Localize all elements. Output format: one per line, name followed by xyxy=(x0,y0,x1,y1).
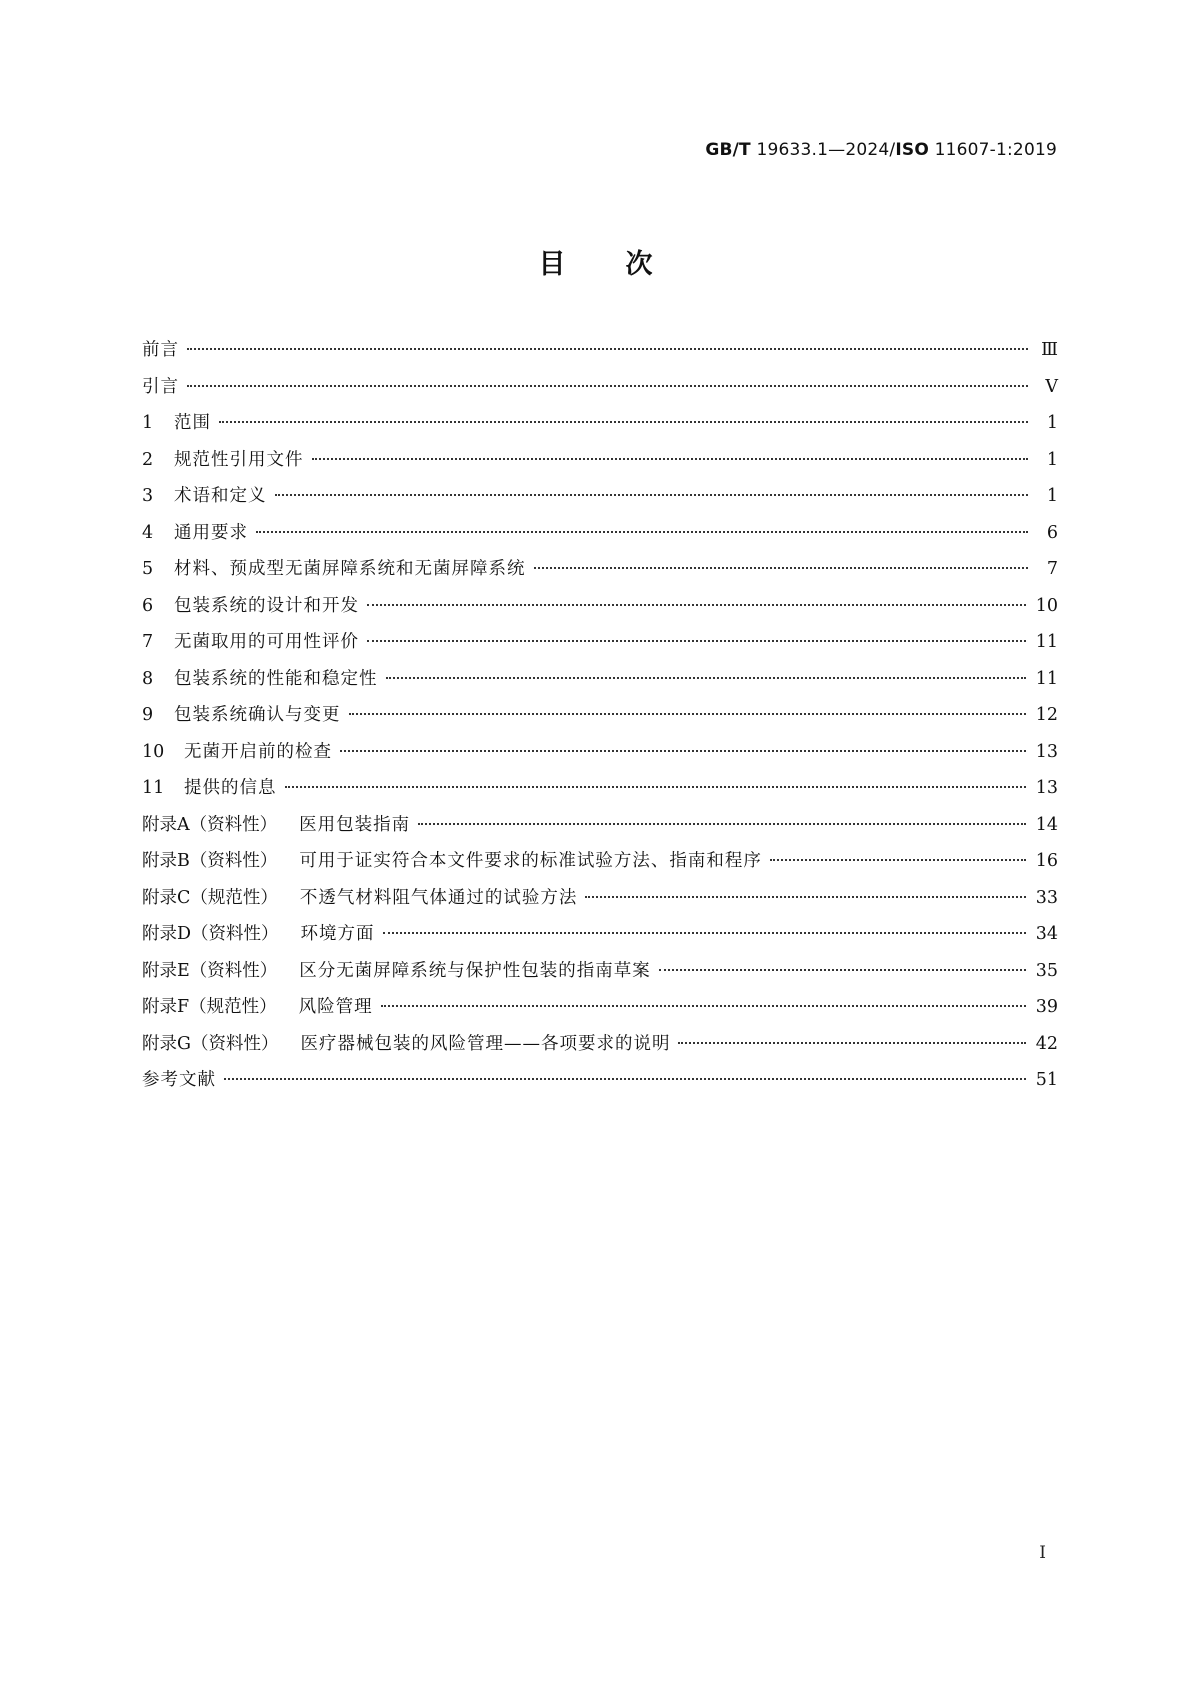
toc-entry-information[interactable] xyxy=(142,777,1058,814)
toc-entry-annex-e[interactable] xyxy=(142,960,1058,997)
toc-entry-page: 7 xyxy=(1046,559,1058,579)
toc-entry-label: 通用要求 xyxy=(174,522,248,543)
gb-number: 19633.1—2024/ xyxy=(756,140,896,160)
dot-leader xyxy=(585,896,1025,898)
toc-entry-page: 12 xyxy=(1035,705,1058,725)
dot-leader xyxy=(224,1078,1026,1080)
dot-leader xyxy=(285,786,1026,788)
toc-entry-page: 35 xyxy=(1035,960,1058,981)
gb-prefix: GB/T xyxy=(705,140,751,160)
toc-entry-page: 11 xyxy=(1035,668,1058,689)
toc-entry-annex-a[interactable] xyxy=(142,814,1058,851)
toc-entry-usability[interactable] xyxy=(142,631,1058,668)
toc-entry-number: 9 xyxy=(142,705,154,725)
dot-leader xyxy=(534,567,1029,569)
toc-entry-foreword[interactable] xyxy=(142,339,1058,376)
dot-leader xyxy=(381,1005,1026,1007)
toc-entry-annex-b[interactable] xyxy=(142,850,1058,887)
toc-entry-label: 范围 xyxy=(174,413,211,433)
dot-leader xyxy=(256,531,1028,533)
toc-entry-annex-g[interactable] xyxy=(142,1033,1058,1070)
toc-entry-number: 10 xyxy=(142,741,165,762)
toc-entry-materials[interactable] xyxy=(142,558,1058,595)
dot-leader xyxy=(659,969,1026,971)
toc-entry-label: 包装系统的性能和稳定性 xyxy=(174,668,378,689)
toc-entry-label: 材料、预成型无菌屏障系统和无菌屏障系统 xyxy=(174,559,526,579)
toc-entry-label: 不透气材料阻气体通过的试验方法 xyxy=(299,887,578,908)
toc-entry-page: 34 xyxy=(1035,924,1058,944)
toc-entry-number: 附录C（规范性） xyxy=(142,887,278,908)
toc-entry-page: 10 xyxy=(1035,595,1058,616)
toc-entry-page: 51 xyxy=(1035,1070,1058,1090)
toc-entry-scope[interactable] xyxy=(142,412,1058,449)
toc-entry-label: 术语和定义 xyxy=(174,486,267,506)
toc-entry-label: 包装系统的设计和开发 xyxy=(174,595,359,616)
toc-entry-number: 2 xyxy=(142,449,154,470)
dot-leader xyxy=(275,494,1029,496)
toc-entry-page: 42 xyxy=(1035,1033,1058,1054)
dot-leader xyxy=(219,421,1028,423)
toc-entry-performance-stability[interactable] xyxy=(142,668,1058,705)
toc-entry-page: 11 xyxy=(1035,632,1058,652)
standard-number xyxy=(705,140,1057,160)
toc-entry-number: 附录D（资料性） xyxy=(142,924,279,944)
iso-prefix: ISO xyxy=(895,140,929,160)
toc-entry-label: 医用包装指南 xyxy=(299,814,411,835)
toc-entry-page: 13 xyxy=(1035,778,1058,798)
toc-entry-annex-c[interactable] xyxy=(142,887,1058,924)
dot-leader xyxy=(386,677,1026,679)
toc-entry-number: 附录B（资料性） xyxy=(142,851,278,871)
toc-entry-normative-references[interactable] xyxy=(142,449,1058,486)
toc-entry-label: 医疗器械包装的风险管理——各项要求的说明 xyxy=(300,1033,671,1054)
toc-entry-page: 14 xyxy=(1035,814,1058,835)
toc-entry-label: 区分无菌屏障系统与保护性包装的指南草案 xyxy=(299,960,651,981)
toc-entry-label: 无菌开启前的检查 xyxy=(184,741,332,762)
toc-entry-number: 附录G（资料性） xyxy=(142,1033,279,1054)
toc-entry-page: 16 xyxy=(1035,851,1058,871)
toc-entry-introduction[interactable] xyxy=(142,376,1058,413)
toc-entry-validation-changes[interactable] xyxy=(142,704,1058,741)
toc-entry-page: 13 xyxy=(1035,741,1058,762)
toc-entry-page: 1 xyxy=(1046,413,1058,433)
toc-entry-general-requirements[interactable] xyxy=(142,522,1058,559)
dot-leader xyxy=(340,750,1026,752)
dot-leader xyxy=(383,932,1026,934)
toc-entry-number: 8 xyxy=(142,668,154,689)
toc-entry-label: 提供的信息 xyxy=(184,778,277,798)
toc-entry-label: 包装系统确认与变更 xyxy=(174,705,341,725)
toc-entry-bibliography[interactable] xyxy=(142,1069,1058,1106)
dot-leader xyxy=(678,1042,1025,1044)
dot-leader xyxy=(312,458,1029,460)
toc-entry-label: 环境方面 xyxy=(300,924,375,944)
toc-entry-number: 1 xyxy=(142,413,154,433)
toc-entry-page: Ⅲ xyxy=(1041,340,1058,360)
dot-leader xyxy=(367,604,1026,606)
dot-leader xyxy=(349,713,1026,715)
toc-entry-page: Ⅴ xyxy=(1045,376,1058,397)
toc-entry-page: 1 xyxy=(1046,449,1058,470)
dot-leader xyxy=(187,385,1028,387)
toc-entry-terms[interactable] xyxy=(142,485,1058,522)
toc-entry-design-development[interactable] xyxy=(142,595,1058,632)
toc-entry-label: 引言 xyxy=(142,376,179,397)
dot-leader xyxy=(418,823,1026,825)
toc-entry-number: 附录E（资料性） xyxy=(142,960,278,981)
toc-entry-number: 7 xyxy=(142,632,154,652)
toc-entry-page: 33 xyxy=(1035,887,1058,908)
page-title: 目次 xyxy=(538,249,713,280)
toc-entry-annex-d[interactable] xyxy=(142,923,1058,960)
dot-leader xyxy=(367,640,1026,642)
iso-number: 11607-1:2019 xyxy=(934,140,1057,160)
toc-entry-page: 6 xyxy=(1046,522,1058,543)
toc-entry-page: 39 xyxy=(1035,997,1058,1017)
toc-entry-label: 可用于证实符合本文件要求的标准试验方法、指南和程序 xyxy=(299,851,762,871)
toc-entry-label: 风险管理 xyxy=(298,997,373,1017)
dot-leader xyxy=(770,859,1026,861)
toc-entry-number: 3 xyxy=(142,486,154,506)
table-of-contents xyxy=(142,339,1058,1106)
toc-entry-number: 5 xyxy=(142,559,154,579)
toc-entry-label: 前言 xyxy=(142,340,179,360)
toc-entry-page: 1 xyxy=(1046,486,1058,506)
toc-entry-number: 附录F（规范性） xyxy=(142,997,277,1017)
toc-entry-label: 规范性引用文件 xyxy=(174,449,304,470)
toc-entry-number: 4 xyxy=(142,522,154,543)
toc-entry-number: 11 xyxy=(142,778,165,798)
page-number: I xyxy=(1039,1543,1046,1563)
toc-entry-label: 无菌取用的可用性评价 xyxy=(174,632,359,652)
toc-entry-annex-f[interactable] xyxy=(142,996,1058,1033)
toc-entry-number: 6 xyxy=(142,595,154,616)
toc-entry-number: 附录A（资料性） xyxy=(142,814,278,835)
toc-entry-label: 参考文献 xyxy=(142,1070,216,1090)
dot-leader xyxy=(187,348,1028,350)
toc-entry-inspection[interactable] xyxy=(142,741,1058,778)
